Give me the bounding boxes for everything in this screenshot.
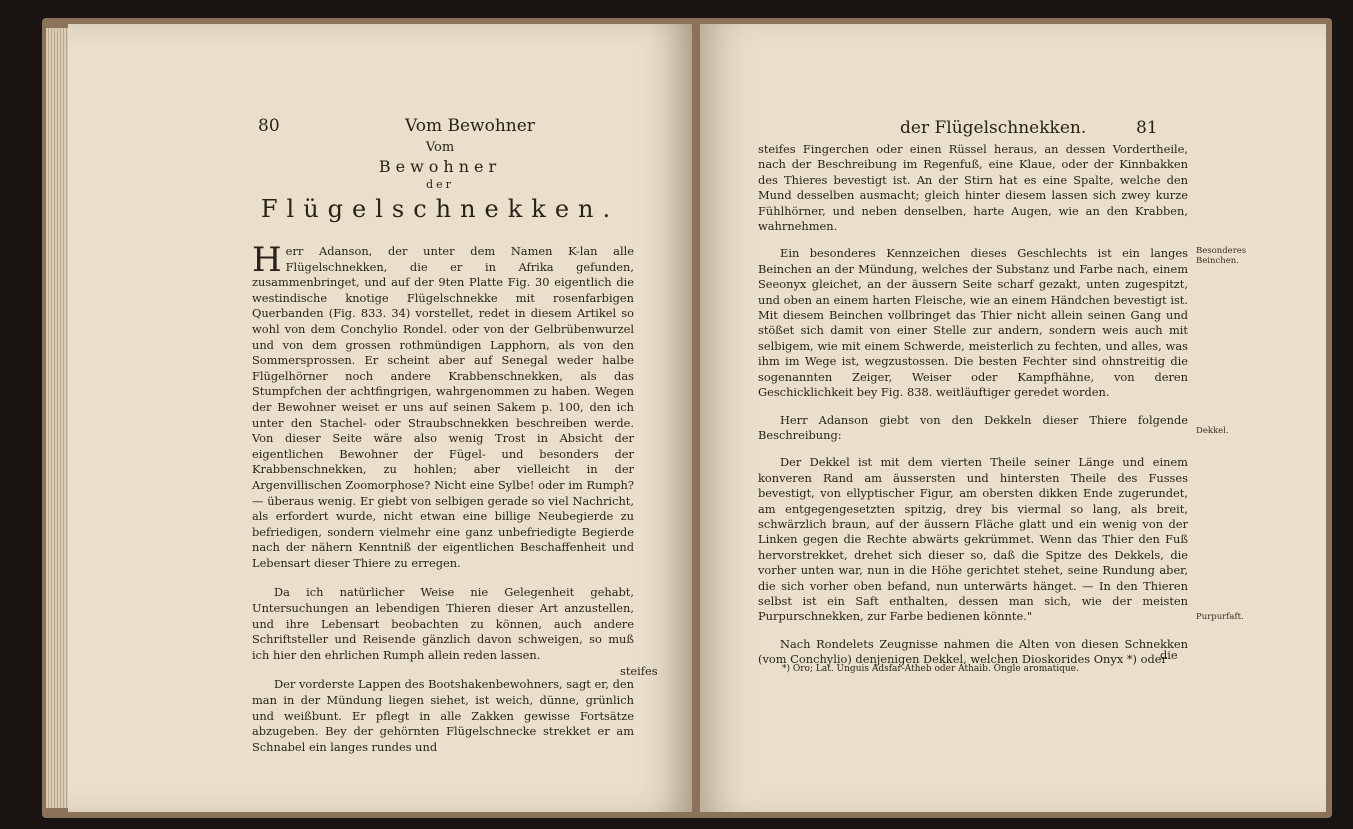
left-body-text bbox=[252, 240, 634, 769]
margin-note: Besonderes Beinchen. bbox=[1196, 246, 1247, 266]
title-line-1: Vom bbox=[425, 140, 455, 155]
title-line-4: Flügelschnekken. bbox=[260, 195, 620, 223]
margin-note: Purpurfaft. bbox=[1196, 612, 1244, 622]
footnote: *) Oro; Lat. Unguis Adsfar-Atheb oder Athaib. Ongle aromatique. bbox=[782, 664, 1079, 674]
page-edges bbox=[46, 28, 68, 808]
paragraph: steifes Fingerchen oder einen Rüssel heraus, an dessen Vordertheile, nach der Beschreibung im Regenfuß, eine Klaue, oder der Kinnbakken des Thieres bevestigt ist. An der Stirn hat es eine Spalte, welche den Mund desselben ausmacht; gleich hinter diesem lassen sich zwey kurze Fühlhörner, und neben denselben, harte Augen, wie an den Krabben, wahrnehmen. bbox=[758, 142, 1188, 234]
right-running-head: der Flügelschnekken. bbox=[900, 118, 1087, 138]
right-body-text bbox=[758, 142, 1188, 680]
paragraph: Der Dekkel ist mit dem vierten Theile seiner Länge und einem konveren Rand am äussersten und hintersten Theile des Fusses bevestigt, von ellyptischer Figur, am obersten dikken Ende zugerundet, am entgegengesetzten spitzig, drey bis viermal so lang, als breit, schwärzlich braun, auf der äussern Fläche glatt und ein wenig von der Linken gegen die Rechte abwärts gekrümmet. Wenn das Thier den Fuß hervorstrekket, drehet sich dieser so, daß die Spitze des Dekkels, die vorher unten war, nun in die Höhe gerichtet stehet, seine Rundung aber, die sich vorher oben befand, nun unterwärts hänget. — In den Thieren selbst ist ein Saft enthalten, dessen man sich, wie der meisten Purpurschnekken, zur Farbe bedienen könnte." bbox=[758, 455, 1188, 624]
left-catchword: steifes bbox=[620, 664, 658, 678]
paragraph: Herr Adanson giebt von den Dekkeln dieser Thiere folgende Beschreibung: bbox=[758, 412, 1188, 442]
right-page-number: 81 bbox=[1136, 118, 1158, 138]
paragraph: Der vorderste Lappen des Bootshakenbewohners, sagt er, den man in der Mündung liegen siehet, ist weich, dünne, grünlich und weißbunt. Er pflegt in alle Zakken gewisse Fortsätze abzugeben. Bey der gehörnten Flügelschnecke strekket er am Schnabel ein langes rundes und bbox=[252, 677, 634, 754]
left-running-head: Vom Bewohner bbox=[405, 116, 535, 136]
paragraph: Ein besonderes Kennzeichen dieses Geschlechts ist ein langes Beinchen an der Mündung, welches der Substanz und Farbe nach, einem Seeonyx gleichet, an der äussern Seite scharf gezakt, unten zugespitzt, und oben an einem harten Fleische, wie an einem Händchen bevestigt ist. Mit diesem Beinchen vollbringet das Thier nicht allein seinen Gang und stößet sich damit von einer Stelle zur andern, sondern weis auch mit selbigem, wie mit einem Schwerde, meisterlich zu fechten, und alles, was ihm im Wege ist, wegzustossen. Die besten Fechter sind ohnstreitig die sogenannten Zeiger, Weiser oder Kampfhähne, von deren Geschicklichkeit bey Fig. 838. weitläuftiger geredet worden. bbox=[758, 246, 1188, 400]
paragraph: Nach Rondelets Zeugnisse nahmen die Alten von diesen Schnekken (vom Conchylio) denjenigen Dekkel, welchen Dioskorides Onyx *) oder bbox=[758, 636, 1188, 667]
paragraph: Da ich natürlicher Weise nie Gelegenheit gehabt, Untersuchungen an lebendigen Thieren dieser Art anzustellen, und ihre Lebensart beobachten zu können, auch andere Schriftsteller und Reisende gänzlich davon schweigen, so muß ich hier den ehrlichen Rumph allein reden lassen. bbox=[252, 585, 634, 662]
margin-note: Dekkel. bbox=[1196, 426, 1229, 436]
chapter-title bbox=[250, 140, 630, 223]
right-catchword: die bbox=[1160, 648, 1178, 662]
title-line-3: der bbox=[426, 178, 454, 191]
paragraph: Herr Adanson, der unter dem Namen K-lan alle Flügelschnekken, die er in Afrika gefunden, zusammenbringet, und auf der 9ten Platte Fig. 30 eigentlich die westindische knotige Flügelschnekke mit rosenfarbigen Querbanden (Fig. 833. 34) vorstellet, redet in diesem Artikel so wohl von dem Conchylio Rondel. oder von der Gelbrübenwurzel und von dem grossen rothmündigen Lapphorn, als von den Sommersprossen. Er scheint aber auf Senegal weder halbe Flügelhörner noch andere Krabbenschnekken, als das Stumpfchen der achtfingrigen, wahrgenommen zu haben. Wegen der Bewohner weiset er uns auf seinen Sakem p. 100, den ich unter den Stachel- oder Straubschnekken beschreiben werde. Von dieser Seite wäre also wenig Trost in Absicht der eigentlichen Bewohner der Fügel- und besonders der Krabbenschnekken, zu hohlen; aber vielleicht in der Argenvillischen Zoomorphose? Nicht eine Sylbe! oder im Rumph? — überaus wenig. Er giebt von selbigen gerade so viel Nachricht, als erfordert wurde, nicht etwan eine billige Neubegierde zu befriedigen, sondern vielmehr eine ganz unbefriedigte Begierde nach der nähern Kenntniß der eigentlichen Beschaffenheit und Lebensart dieser Thiere zu erregen. bbox=[252, 240, 634, 570]
title-line-2: Bewohner bbox=[378, 157, 502, 176]
drop-cap: H bbox=[252, 240, 282, 280]
left-page-number: 80 bbox=[258, 116, 280, 136]
